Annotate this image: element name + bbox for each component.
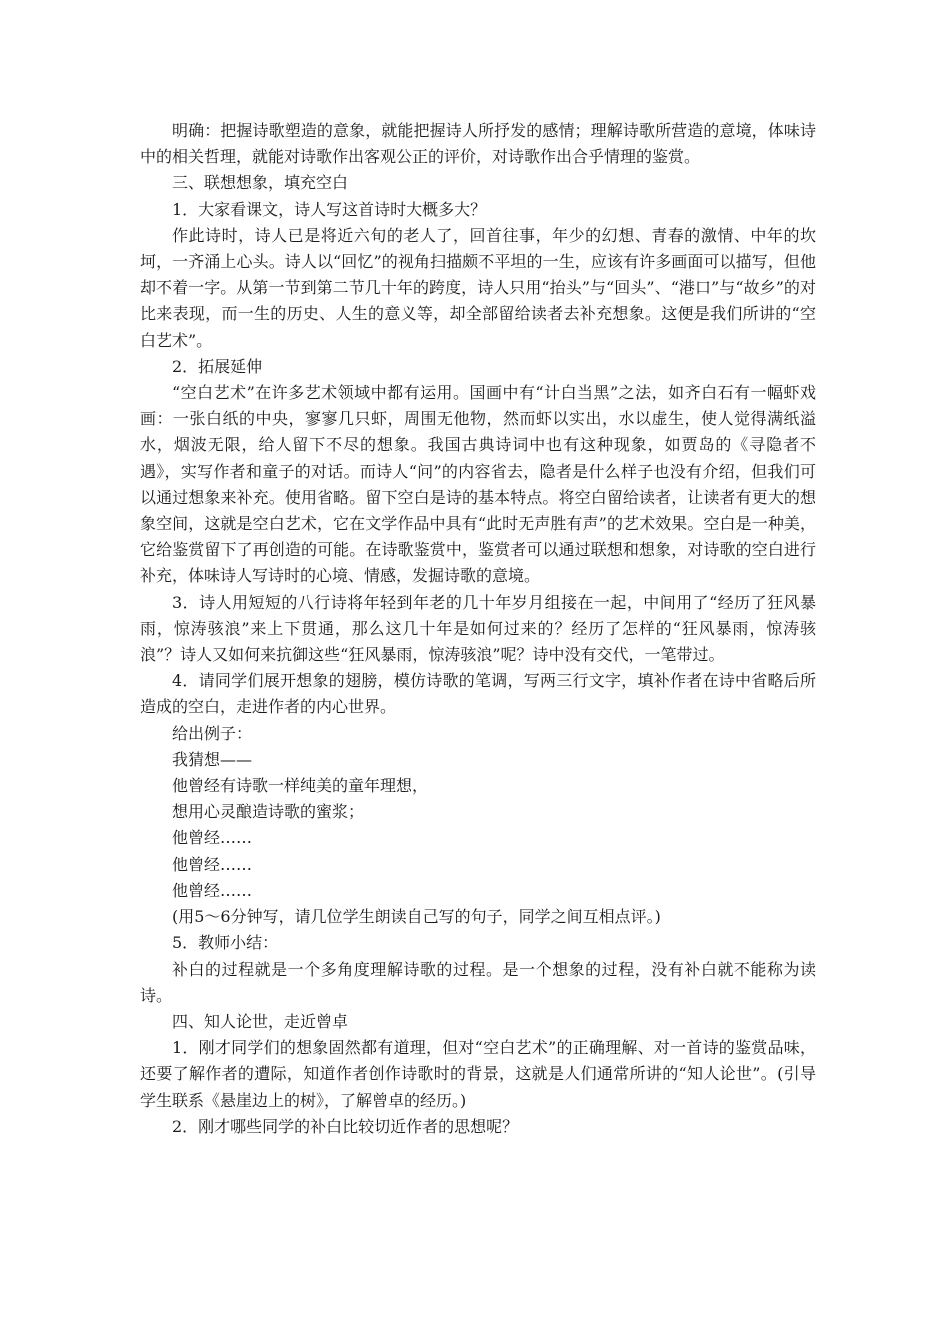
paragraph-clarification: 明确：把握诗歌塑造的意象，就能把握诗人所抒发的感情；理解诗歌所营造的意境，体味诗中的相关哲理，就能对诗歌作出客观公正的评价，对诗歌作出合乎情理的鉴赏。 bbox=[140, 121, 816, 167]
item-2-extension: 2．拓展延伸 bbox=[172, 356, 263, 376]
paragraph-author-context: 1．刚才同学们的想象固然都有道理，但对“空白艺术”的正确理解、对一首诗的鉴赏品味，还要了解作者的遭际，知道作者创作诗歌时的背景，这就是人们通常所讲的“知人论世”。(引导学生联系《悬崖边上的树》，了解曾卓的经历。) bbox=[140, 1038, 816, 1110]
paragraph-blank-art: “空白艺术”在许多艺术领域中都有运用。国画中有“计白当黑”之法，如齐白石有一幅虾戏画：一张白纸的中央，寥寥几只虾，周围无他物，然而虾以实出，水以虚生，使人觉得满纸溢水，烟波无限，给人留下不尽的想象。我国古典诗词中也有这种现象，如贾岛的《寻隐者不遇》，实写作者和童子的对话。而诗人“问”的内容省去，隐者是什么样子也没有介绍，但我们可以通过想象来补充。使用省略。留下空白是诗的基本特点。将空白留给读者，让读者有更大的想象空间，这就是空白艺术，它在文学作品中具有“此时无声胜有声”的艺术效果。空白是一种美，它给鉴赏留下了再创造的可能。在诗歌鉴赏中，鉴赏者可以通过联想和想象，对诗歌的空白进行补充，体味诗人写诗时的心境、情感，发掘诗歌的意境。 bbox=[140, 383, 816, 586]
activity-note: (用5～6分钟写，请几位学生朗读自己写的句子，同学之间互相点评。) bbox=[172, 907, 661, 927]
document-body bbox=[140, 118, 816, 1140]
example-intro: 给出例子： bbox=[172, 723, 253, 743]
example-line-2: 他曾经有诗歌一样纯美的童年理想， bbox=[172, 776, 429, 796]
example-line-4: 他曾经…… bbox=[172, 828, 253, 848]
paragraph-summary: 补白的过程就是一个多角度理解诗歌的过程。是一个想象的过程，没有补白就不能称为读诗。 bbox=[140, 959, 816, 1005]
example-line-5: 他曾经…… bbox=[172, 854, 253, 874]
paragraph-poet-age: 作此诗时，诗人已是将近六旬的老人了，回首往事，年少的幻想、青春的激情、中年的坎坷，一齐涌上心头。诗人以“回忆”的视角扫描颇不平坦的一生，应该有许多画面可以描写，但他却不着一字。从第一节到第二节几十年的跨度，诗人只用“抬头”与“回头”、“港口”与“故乡”的对比来表现，而一生的历史、人生的意义等，却全部留给读者去补充想象。这便是我们所讲的“空白艺术”。 bbox=[140, 225, 816, 350]
question-final: 2．刚才哪些同学的补白比较切近作者的思想呢？ bbox=[172, 1116, 519, 1136]
question-1: 1．大家看课文，诗人写这首诗时大概多大？ bbox=[172, 199, 487, 219]
question-3: 3．诗人用短短的八行诗将年轻到年老的几十年岁月组接在一起，中间用了“经历了狂风暴雨，惊涛骇浪”来上下贯通，那么这几十年是如何过来的？经历了怎样的“狂风暴雨，惊涛骇浪”？诗人又如何来抗御这些“狂风暴雨，惊涛骇浪”呢？诗中没有交代，一笔带过。 bbox=[140, 592, 816, 665]
section-heading-imagination: 三、联想想象，填充空白 bbox=[172, 173, 349, 193]
item-5-summary: 5．教师小结： bbox=[172, 933, 279, 953]
example-line-1: 我猜想—— bbox=[172, 749, 253, 769]
example-line-3: 想用心灵酿造诗歌的蜜浆； bbox=[172, 802, 365, 822]
example-line-6: 他曾经…… bbox=[172, 880, 253, 900]
section-heading-author: 四、知人论世，走近曾卓 bbox=[172, 1011, 349, 1031]
question-4: 4．请同学们展开想象的翅膀，模仿诗歌的笔调，写两三行文字，填补作者在诗中省略后所造成的空白，走进作者的内心世界。 bbox=[140, 671, 816, 717]
